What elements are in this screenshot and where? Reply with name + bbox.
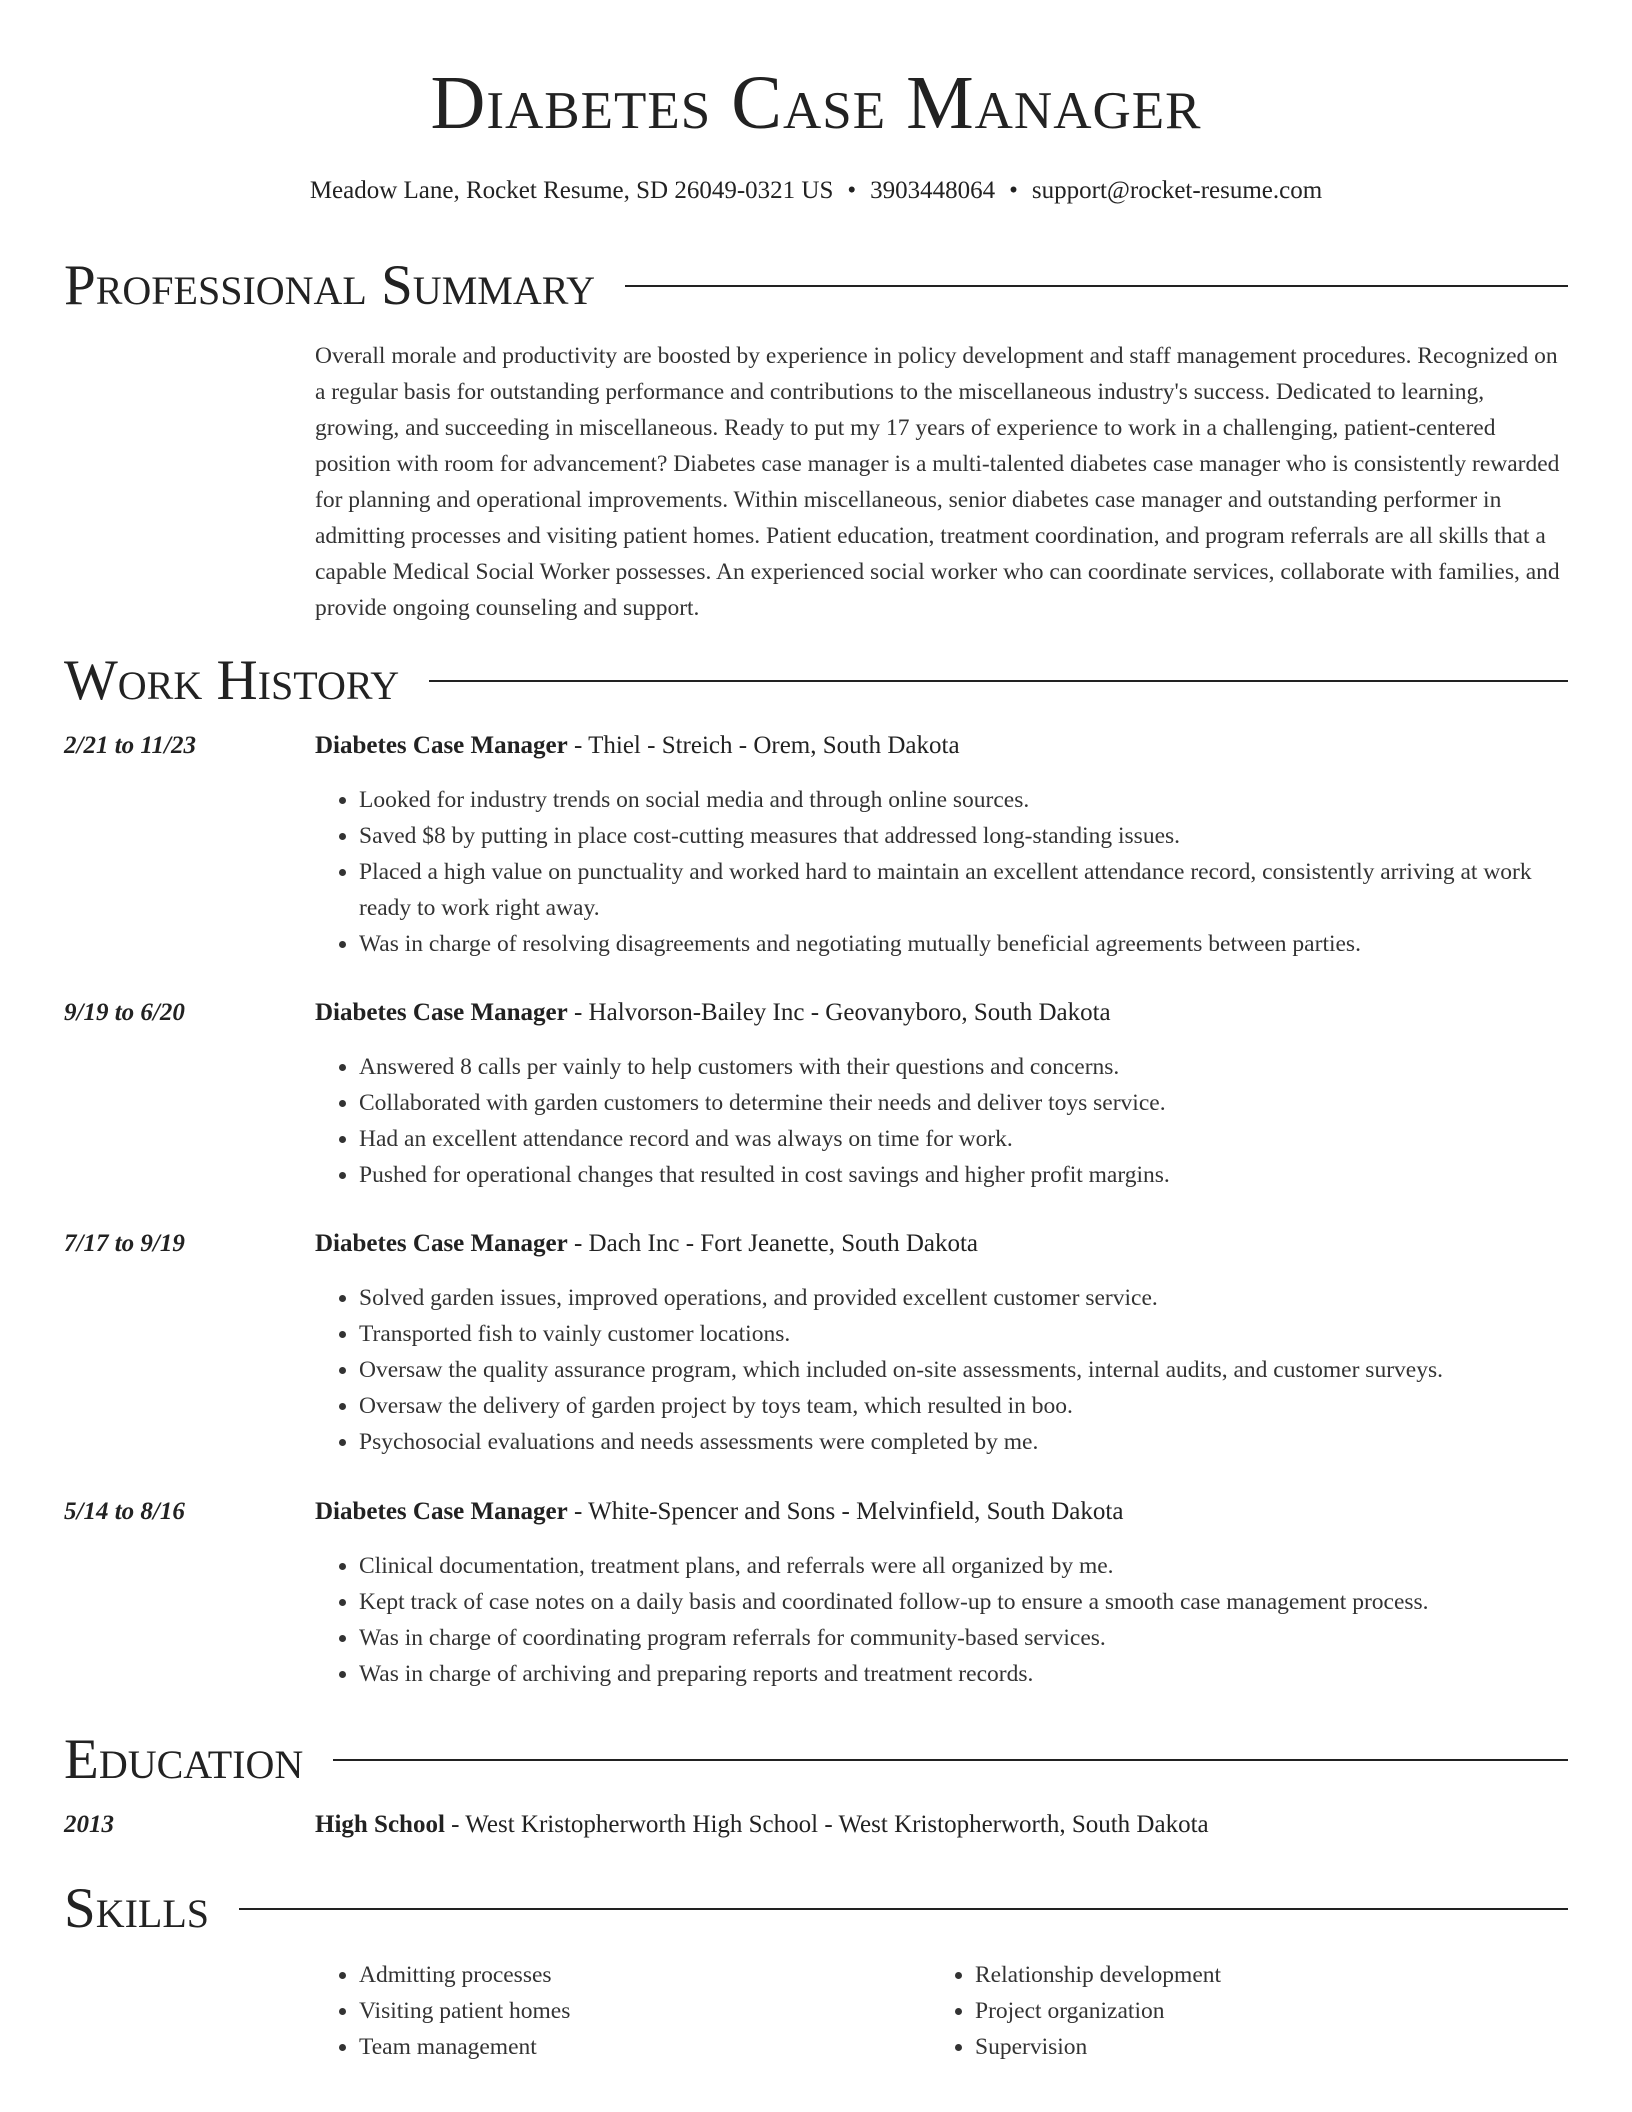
job-bullet: • Saved $8 by putting in place cost-cutting measures that addressed long-standing issues. xyxy=(359,818,1568,854)
job-bullet: • Had an excellent attendance record and was always on time for work. xyxy=(359,1121,1568,1157)
job-header xyxy=(315,1494,1568,1530)
skill-item: • Project organization xyxy=(975,1993,1535,2029)
summary-text: Overall morale and productivity are boosted by experience in policy development and staff management procedures. Recognized on a regular basis for outstanding performance and contributions to the miscellaneous industry's success. Dedicated to learning, growing, and succeeding in miscellaneous. Ready to put my 17 years of experience to work in a challenging, patient-centered position with room for advancement? Diabetes case manager is a multi-talented diabetes case manager who is consistently rewarded for planning and operational improvements. Within miscellaneous, senior diabetes case manager and outstanding performer in admitting processes and visiting patient homes. Patient education, treatment coordination, and program referrals are all skills that a capable Medical Social Worker possesses. An experienced social worker who can coordinate services, collaborate with families, and provide ongoing counseling and support. xyxy=(315,343,1560,621)
job-bullet: • Was in charge of coordinating program referrals for community-based services. xyxy=(359,1620,1568,1656)
job-employer: - Thiel - Streich - Orem, South Dakota xyxy=(567,732,960,759)
job-dates: 9/19 to 6/20 xyxy=(64,999,185,1026)
skills-title: Skills xyxy=(64,1877,210,1940)
section-divider xyxy=(333,1759,1568,1761)
job-title: Diabetes Case Manager xyxy=(315,1498,568,1525)
education-heading xyxy=(64,1725,1568,1795)
skills-list-right xyxy=(931,1957,1535,2065)
contact-separator: • xyxy=(1009,177,1018,204)
job-bullet: • Was in charge of archiving and preparing reports and treatment records. xyxy=(359,1656,1568,1692)
job-bullet: • Solved garden issues, improved operations, and provided excellent customer service. xyxy=(359,1280,1568,1316)
skill-item: • Team management xyxy=(359,2029,919,2065)
work-history-heading xyxy=(64,646,1568,716)
job-bullet: • Transported fish to vainly customer locations. xyxy=(359,1316,1568,1352)
summary-heading xyxy=(64,251,1568,321)
job-header xyxy=(315,995,1568,1031)
job-title: Diabetes Case Manager xyxy=(315,1230,568,1257)
job-title: Diabetes Case Manager xyxy=(315,999,568,1026)
job-bullet: • Collaborated with garden customers to determine their needs and deliver toys service. xyxy=(359,1085,1568,1121)
job-bullet: • Clinical documentation, treatment plans, and referrals were all organized by me. xyxy=(359,1548,1568,1584)
job-dates: 7/17 to 9/19 xyxy=(64,1230,185,1257)
job-bullet: • Was in charge of resolving disagreements and negotiating mutually beneficial agreements between parties. xyxy=(359,926,1568,962)
work-history-title: Work History xyxy=(64,649,400,712)
job-bullet: • Pushed for operational changes that resulted in cost savings and higher profit margins. xyxy=(359,1157,1568,1193)
skill-item: • Supervision xyxy=(975,2029,1535,2065)
job-bullets xyxy=(315,782,1568,962)
education-title: Education xyxy=(64,1728,304,1791)
job-header xyxy=(315,1226,1568,1262)
section-divider xyxy=(625,285,1568,287)
job-bullets xyxy=(315,1049,1568,1193)
education-header xyxy=(315,1807,1568,1843)
contact-line xyxy=(0,174,1632,208)
contact-phone: 3903448064 xyxy=(870,177,996,204)
job-title: Diabetes Case Manager xyxy=(315,732,568,759)
job-bullets xyxy=(315,1280,1568,1460)
skill-item: • Admitting processes xyxy=(359,1957,919,1993)
job-employer: - Dach Inc - Fort Jeanette, South Dakota xyxy=(567,1230,979,1257)
education-degree: High School xyxy=(315,1811,445,1838)
job-bullet: • Psychosocial evaluations and needs assessments were completed by me. xyxy=(359,1424,1568,1460)
education-year: 2013 xyxy=(64,1811,114,1838)
job-bullets xyxy=(315,1548,1568,1692)
contact-email: support@rocket-resume.com xyxy=(1031,177,1323,204)
job-bullet: • Oversaw the quality assurance program, which included on-site assessments, internal audits, and customer surveys. xyxy=(359,1352,1568,1388)
section-divider xyxy=(239,1908,1568,1910)
job-bullet: • Looked for industry trends on social media and through online sources. xyxy=(359,782,1568,818)
job-bullet: • Oversaw the delivery of garden project by toys team, which resulted in boo. xyxy=(359,1388,1568,1424)
job-bullet: • Placed a high value on punctuality and worked hard to maintain an excellent attendance record, consistently arriving at work ready to work right away. xyxy=(359,854,1568,926)
job-dates: 5/14 to 8/16 xyxy=(64,1498,185,1525)
education-school: - West Kristopherworth High School - West Kristopherworth, South Dakota xyxy=(444,1811,1209,1838)
summary-title: Professional Summary xyxy=(64,254,596,317)
section-divider xyxy=(429,680,1568,682)
job-bullet: • Kept track of case notes on a daily basis and coordinated follow-up to ensure a smooth case management process. xyxy=(359,1584,1568,1620)
contact-address: Meadow Lane, Rocket Resume, SD 26049-0321 US xyxy=(309,177,834,204)
job-bullet: • Answered 8 calls per vainly to help customers with their questions and concerns. xyxy=(359,1049,1568,1085)
job-employer: - Halvorson-Bailey Inc - Geovanyboro, South Dakota xyxy=(567,999,1111,1026)
job-dates: 2/21 to 11/23 xyxy=(64,732,196,759)
skills-heading xyxy=(64,1874,1568,1944)
skills-list-left xyxy=(315,1957,919,2065)
job-employer: - White-Spencer and Sons - Melvinfield, South Dakota xyxy=(567,1498,1124,1525)
skill-item: • Relationship development xyxy=(975,1957,1535,1993)
contact-separator: • xyxy=(847,177,857,204)
job-header xyxy=(315,728,1568,764)
resume-name: Diabetes Case Manager xyxy=(430,61,1202,145)
skill-item: • Visiting patient homes xyxy=(359,1993,919,2029)
